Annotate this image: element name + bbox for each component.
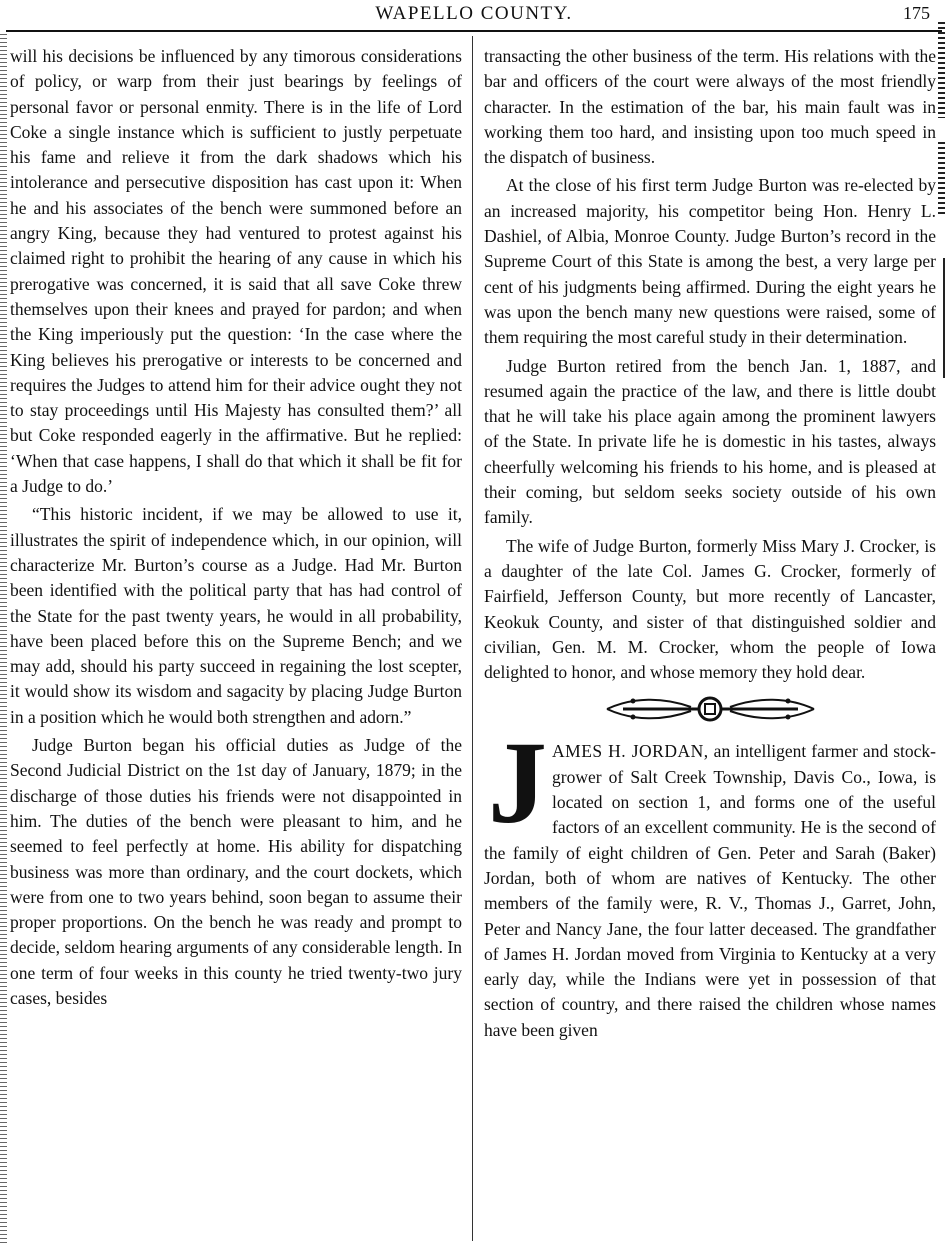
biography-name: AMES H. JORDAN, [552,741,709,762]
margin-mark [938,22,945,118]
drop-cap: J [488,717,547,849]
paragraph: Judge Burton began his official duties as Judge of the Second Judicial District on the 1st day of January, 1879; in the discharge of those duties his friends were not disappointed in him. The duties of the bench were pleasant to him, and he seemed to feel perfectly at home. His ability for dispatching business was more than ordinary, and the court dockets, which were from one to two years behind, soon began to assume their proper proportions. On the bench he was ready and prompt to decide, seldom hearing arguments of any considerable length. In one term of four weeks in this county he tried twenty-two jury cases, besides [10,735,462,1008]
biography-entry [484,717,937,1043]
page-number: 175 [903,3,930,23]
left-column [10,44,462,1011]
running-head: WAPELLO COUNTY. [375,3,573,24]
page-header [0,0,948,30]
column-divider [472,36,473,1241]
right-column [484,44,936,1043]
paragraph: The wife of Judge Burton, formerly Miss Mary J. Crocker, is a daughter of the late Col. James G. Crocker, formerly of Fairfield, Jefferson County, but more recently of Lancaster, Keokuk County, and sister of that distinguished soldier and civilian, Gen. M. M. Crocker, whom the people of Iowa delighted to honor, and whose memory they hold dear. [484,535,936,683]
paragraph: “This historic incident, if we may be allowed to use it, illustrates the spirit of independence which, in our opinion, will characterize Mr. Burton’s course as a Judge. Had Mr. Burton been identified with the political party that has had control of the State for the past twenty years, he would in all probability, have been placed before this on the Supreme Bench; and we may add, should his party succeed in regaining the lost scepter, it would show its wisdom and sagacity by placing Judge Burton in a position which he would both strengthen and adorn.” [10,504,462,727]
header-rule [6,30,942,32]
binding-edge [0,34,7,1244]
section-ornament-icon [603,693,818,725]
paragraph: Judge Burton retired from the bench Jan. 1, 1887, and resumed again the practice of the law, and there is little doubt that he will take his place again among the prominent lawyers of the State. In private life he is domestic in his tastes, always cheerfully welcoming his friends to his home, and is pleased at their coming, but seldom seeks society outside of his own family. [484,355,936,528]
paragraph: transacting the other business of the term. His relations with the bar and officers of the court were always of the most friendly character. In the estimation of the bar, his main fault was in working them too hard, and insisting upon too much speed in the dispatch of business. [484,46,936,168]
biography-text: an intelligent farmer and stock-grower of Salt Creek Township, Davis Co., Iowa, is located on section 1, and forms one of the useful factors of an excellent community. He is the second of the family of eight children of Gen. Peter and Sarah (Baker) Jordan, both of whom are natives of Kentucky. The other members of the family were, R. V., Thomas J., Garret, John, Peter and Nancy Jane, the four latter deceased. The grandfather of James H. Jordan moved from Virginia to Kentucky at a very early day, while the Indians were yet in possession of that section of country, and there raised the children whose names have been given [484,741,937,1040]
paragraph: will his decisions be influenced by any timorous considerations of policy, or warp from their just bearings by feelings of personal favor or personal enmity. There is in the life of Lord Coke a single instance which is sufficient to justly perpetuate his fame and relieve it from the dark shadows which his intolerance and persecutive disposition has cast upon it: When he and his associates of the bench were summoned before an angry King, because they had ventured to protest against his claimed right to prohibit the hearing of any cause in which his prerogative was concerned, it is said that all save Coke threw themselves upon their knees and prayed for pardon; and when the King imperiously put the question: ‘In the case where the King believes his prerogative or interests to be concerned and requires the Judges to attend him for their advice ought they not to stay proceedings until His Majesty has consulted them?’ all but Coke responded eagerly in the affirmative. But he replied: ‘When that case happens, I shall do that which it shall be fit for a Judge to do.’ [10,46,462,497]
margin-mark [938,142,945,214]
margin-mark [943,258,945,378]
paragraph: At the close of his first term Judge Burton was re-elected by an increased majority, his competitor being Hon. Henry L. Dashiel, of Albia, Monroe County. Judge Burton’s record in the Supreme Court of this State is among the best, a very large per cent of his judgments being affirmed. During the eight years he was upon the bench many new questions were raised, some of them requiring the most careful study in their determination. [484,175,936,348]
